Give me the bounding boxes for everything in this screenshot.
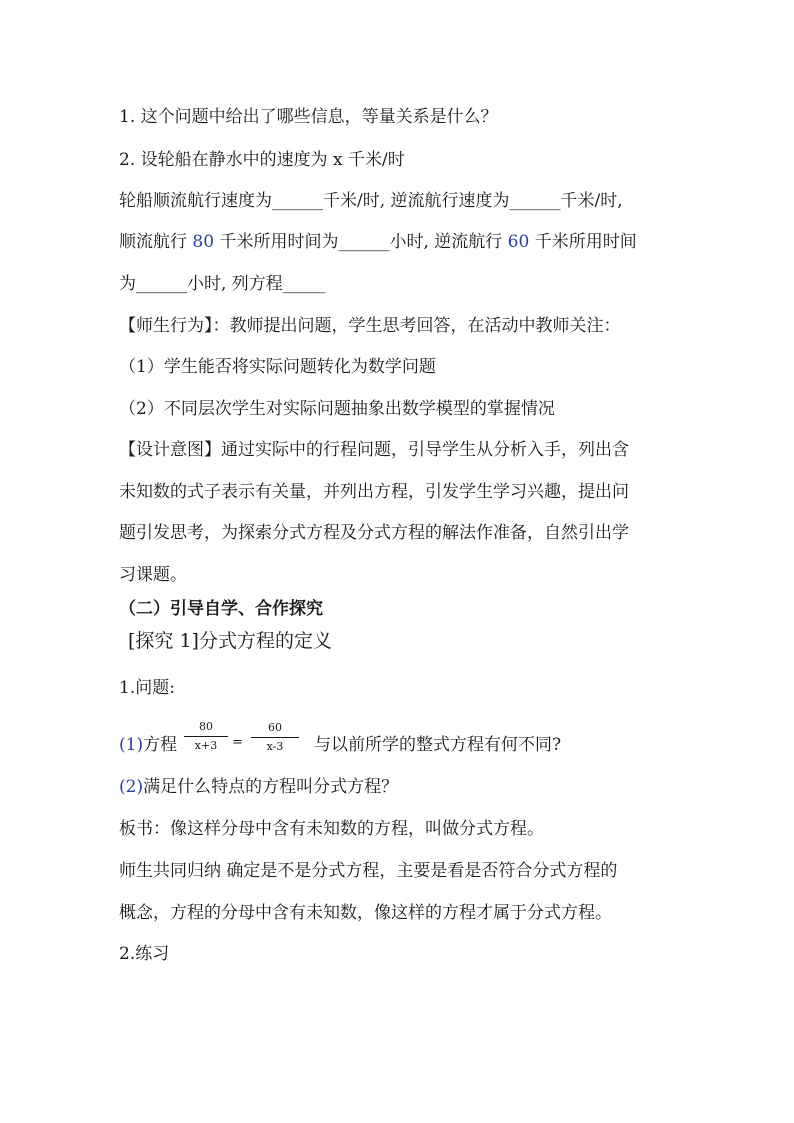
equals-sign: =	[232, 735, 243, 750]
distance-60: 60	[507, 232, 530, 252]
question-fraction-equation	[119, 734, 177, 756]
equation-word: 方程	[143, 735, 178, 755]
summary-line-2: 概念，方程的分母中含有未知数，像这样的方程才属于分式方程。	[119, 903, 612, 923]
fraction-left	[184, 721, 228, 752]
design-intent-line-2: 未知数的式子表示有关量，并列出方程，引发学生学习兴趣，提出问	[119, 482, 629, 502]
question-fraction-equation-tail: 与以前所学的整式方程有何不同?	[314, 735, 562, 755]
fraction-left-bar	[184, 736, 228, 737]
question-fractional-equation-definition	[119, 776, 398, 798]
design-intent-line-4: 习课题。	[119, 565, 187, 585]
speed-fill-in: 轮船顺流航行速度为______千米/时, 逆流航行速度为______千米/时,	[119, 191, 623, 211]
item-number-2: (2)	[119, 777, 144, 797]
design-intent-line-1: 【设计意图】通过实际中的行程问题，引导学生从分析入手，列出含	[119, 440, 629, 460]
time-text-a: 顺流航行	[119, 232, 193, 252]
distance-80: 80	[192, 232, 215, 252]
item-number-1: (1)	[119, 735, 144, 755]
time-text-e: 千米所用时间	[529, 232, 637, 252]
fraction-right-bar	[251, 737, 299, 738]
explore-1-heading: [探究 1]分式方程的定义	[128, 630, 332, 652]
teacher-student-behavior: 【师生行为】：教师提出问题，学生思考回答，在活动中教师关注：	[119, 316, 621, 336]
fraction-right	[251, 722, 299, 753]
fraction-right-numerator: 60	[268, 721, 282, 734]
design-intent-line-3: 题引发思考，为探索分式方程及分式方程的解法作准备，自然引出学	[119, 523, 629, 543]
definition-question-text: 满足什么特点的方程叫分式方程？	[143, 777, 399, 797]
question-2: 2. 设轮船在静水中的速度为 x 千米/时	[119, 150, 405, 170]
time-fill-in	[119, 231, 637, 253]
equation-fill-in: 为______小时, 列方程_____	[119, 274, 326, 294]
focus-point-1: （1）学生能否将实际问题转化为数学问题	[119, 357, 436, 377]
board-writing: 板书：像这样分母中含有未知数的方程，叫做分式方程。	[119, 819, 544, 839]
summary-line-1: 师生共同归纳 确定是不是分式方程，主要是看是否符合分式方程的	[119, 861, 618, 881]
question-1: 1. 这个问题中给出了哪些信息，等量关系是什么？	[119, 107, 498, 127]
fraction-left-denominator: x+3	[194, 739, 218, 752]
fraction-right-denominator: x-3	[266, 740, 284, 753]
fraction-left-numerator: 80	[199, 720, 213, 733]
problem-label: 1.问题:	[119, 678, 175, 698]
focus-point-2: （2）不同层次学生对实际问题抽象出数学模型的掌握情况	[119, 399, 555, 419]
practice-label: 2.练习	[119, 944, 170, 964]
section-heading: （二）引导自学、合作探究	[119, 599, 323, 619]
time-text-c: 千米所用时间为______小时, 逆流航行	[214, 232, 508, 252]
